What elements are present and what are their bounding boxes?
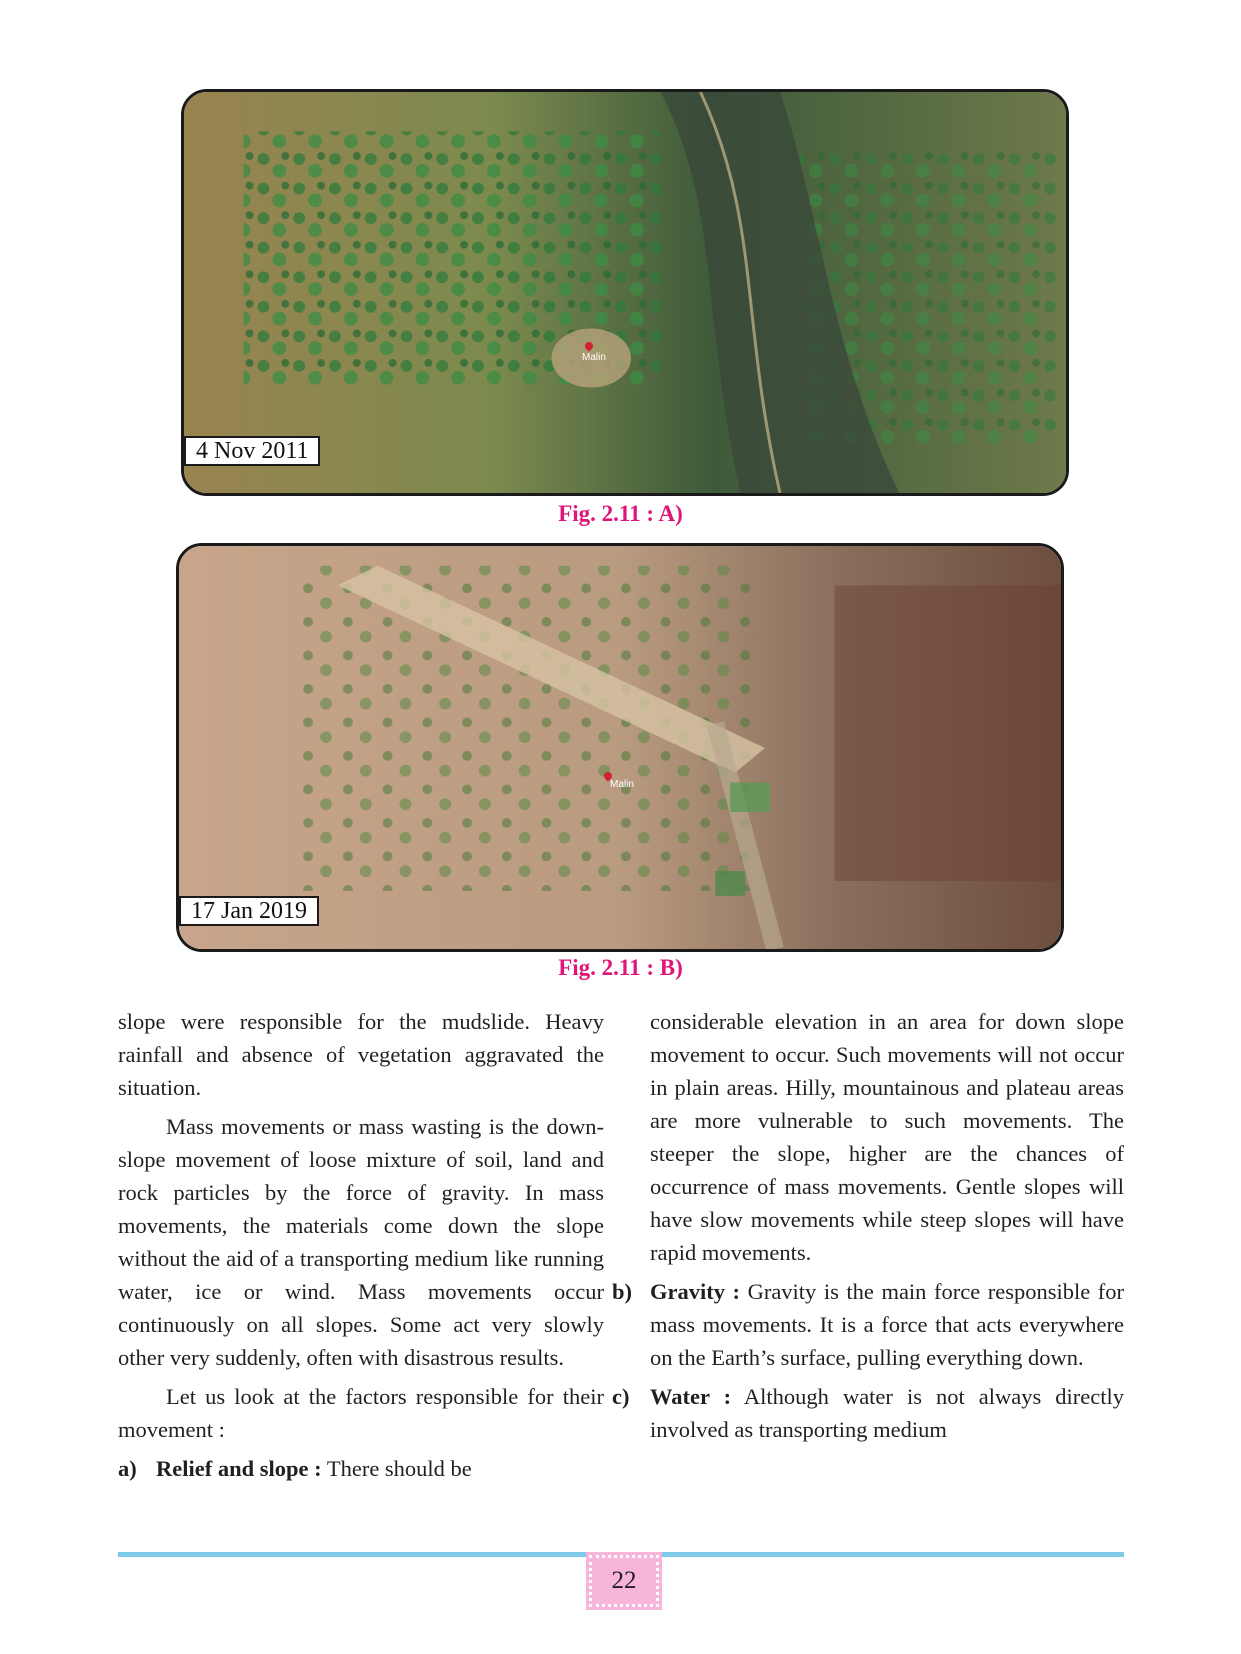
- image-date-label: 17 Jan 2019: [179, 896, 319, 926]
- list-text: There should be: [321, 1456, 472, 1481]
- map-pin-label: Malin: [582, 352, 606, 363]
- list-item-water: [612, 1380, 1124, 1446]
- right-text-column: [612, 1005, 1125, 1446]
- list-marker: c): [612, 1384, 630, 1409]
- paragraph: Let us look at the factors responsible for their movement :: [118, 1384, 604, 1442]
- list-term: Gravity :: [650, 1279, 741, 1304]
- list-term: Relief and slope :: [156, 1456, 322, 1481]
- paragraph: Mass movements or mass wasting is the down-slope movement of loose mixture of soil, land and rock particles by the force of gravity. In mass movements, the materials come down the slope without the aid of a transporting medium like running water, ice or wind. Mass movements occur continuously on all slopes. Some act very slowly other very suddenly, often with disastrous results.: [118, 1114, 604, 1370]
- satellite-image-2019: [176, 543, 1064, 952]
- list-marker: a): [118, 1456, 137, 1481]
- paragraph: slope were responsible for the mudslide. Heavy rainfall and absence of vegetation aggravated the situation.: [118, 1009, 604, 1100]
- list-text: Although water is not always directly involved as transporting medium: [650, 1384, 1125, 1442]
- satellite-image-2011: [181, 89, 1069, 496]
- figure-caption-a: Fig. 2.11 : A): [558, 501, 683, 526]
- list-text: Gravity is the main force responsible for mass movements. It is a force that acts everywhere on the Earth’s surface, pulling everything down.: [650, 1279, 1124, 1370]
- map-pin-label: Malin: [610, 779, 634, 790]
- list-marker: b): [612, 1279, 633, 1304]
- paragraph: considerable elevation in an area for down slope movement to occur. Such movements will not occur in plain areas. Hilly, mountainous and plateau areas are more vulnerable to such movements. The steeper the slope, higher are the chances of occurrence of mass movements. Gentle slopes will have slow movements while steep slopes will have rapid movements.: [650, 1009, 1124, 1265]
- list-term: Water :: [650, 1384, 732, 1409]
- list-item-relief: [118, 1452, 604, 1485]
- page-number: 22: [589, 1555, 659, 1607]
- left-text-column: [118, 1005, 604, 1485]
- image-date-label: 4 Nov 2011: [184, 436, 320, 466]
- satellite-image-2019-picture: [179, 546, 1061, 949]
- figure-caption-b: Fig. 2.11 : B): [558, 955, 683, 980]
- satellite-image-2011-picture: [184, 92, 1066, 493]
- list-item-gravity: [612, 1275, 1124, 1374]
